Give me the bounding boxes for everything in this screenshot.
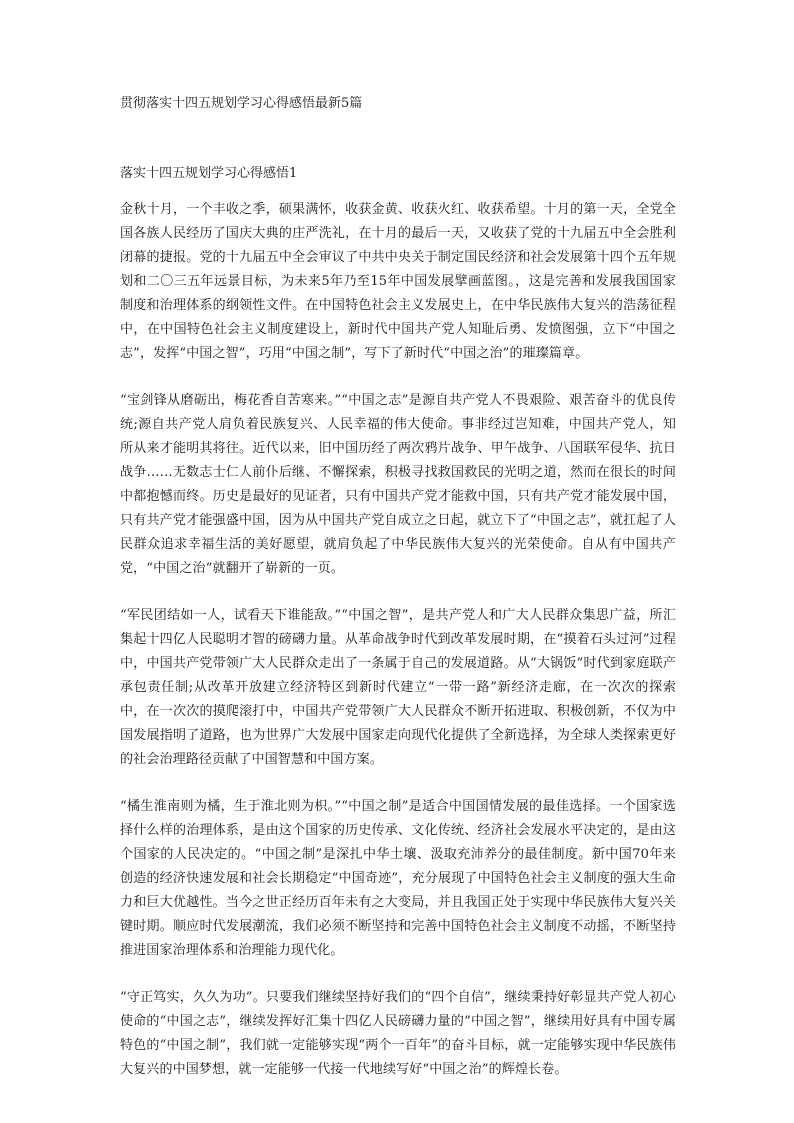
document-title: 贯彻落实十四五规划学习心得感悟最新5篇: [120, 96, 363, 111]
document-body: [120, 198, 676, 1105]
paragraph-3: “军民团结如一人，试看天下谁能敌。”“中国之智”，是共产党人和广大人民群众集思广益，所汇集起十四亿人民聪明才智的磅礴力量。从革命战争时代到改革发展时期，在“摸着石头过河”过程中，中国共产党带领广大人民群众走出了一条属于自己的发展道路。从“大锅饭”时代到家庭联产承包责任制;从改革开放建立经济特区到新时代建立“一带一路”新经济走廊，在一次次的探索中，在一次次的摸爬滚打中，中国共产党带领广大人民群众不断开拓进取、积极创新，不仅为中国发展指明了道路，也为世界广大发展中国家走向现代化提供了全新选择，为全球人类探索更好的社会治理路径贡献了中国智慧和中国方案。: [120, 608, 676, 767]
section-heading: 落实十四五规划学习心得感悟1: [120, 166, 298, 181]
paragraph-5: “守正笃实，久久为功”。只要我们继续坚持好我们的“四个自信”，继续秉持好彰显共产党人初心使命的“中国之志”，继续发挥好汇集十四亿人民磅礴力量的“中国之智”，继续用好具有中国专属特色的“中国之制”，我们就一定能够实现“两个一百年”的奋斗目标，就一定能够实现中华民族伟大复兴的中国梦想，就一定能够一代接一代地续写好“中国之治”的辉煌长卷。: [120, 990, 676, 1077]
paragraph-4: “橘生淮南则为橘，生于淮北则为枳。”“中国之制”是适合中国国情发展的最佳选择。一个国家选择什么样的治理体系，是由这个国家的历史传承、文化传统、经济社会发展水平决定的，是由这个国家的人民决定的。“中国之制”是深扎中华土壤、汲取充沛养分的最佳制度。新中国70年来创造的经济快速发展和社会长期稳定“中国奇迹”，充分展现了中国特色社会主义制度的强大生命力和巨大优越性。当今之世正经历百年未有之大变局，并且我国正处于实现中华民族伟大复兴关键时期。顺应时代发展潮流，我们必须不断坚持和完善中国特色社会主义制度不动摇，不断坚持推进国家治理体系和治理能力现代化。: [120, 799, 676, 958]
paragraph-1: 金秋十月，一个丰收之季，硕果满怀，收获金黄、收获火红、收获希望。十月的第一天，全党全国各族人民经历了国庆大典的庄严洗礼，在十月的最后一天，又收获了党的十九届五中全会胜利闭幕的捷报。党的十九届五中全会审议了中共中央关于制定国民经济和社会发展第十四个五年规划和二〇三五年远景目标，为未来5年乃至15年中国发展擘画蓝图。，这是完善和发展我国国家制度和治理体系的纲领性文件。在中国特色社会主义发展史上，在中华民族伟大复兴的浩荡征程中，在中国特色社会主义制度建设上，新时代中国共产党人知耻后勇、发愤图强，立下“中国之志”，发挥“中国之智”，巧用“中国之制”，写下了新时代“中国之治”的璀璨篇章。: [120, 202, 676, 361]
paragraph-2: “宝剑锋从磨砺出，梅花香自苦寒来。”“中国之志”是源自共产党人不畏艰险、艰苦奋斗的优良传统;源自共产党人肩负着民族复兴、人民幸福的伟大使命。事非经过岂知难，中国共产党人，知所从来才能明其将往。近代以来，旧中国历经了两次鸦片战争、甲午战争、八国联军侵华、抗日战争……无数志士仁人前仆后继、不懈探索，积极寻找救国救民的光明之道，然而在很长的时间中都抱憾而终。历史是最好的见证者，只有中国共产党才能救中国，只有共产党才能发展中国，只有共产党才能强盛中国，因为从中国共产党自成立之日起，就立下了“中国之志”，就扛起了人民群众追求幸福生活的美好愿望，就肩负起了中华民族伟大复兴的光荣使命。自从有中国共产党，“中国之治”就翻开了崭新的一页。: [120, 393, 676, 576]
